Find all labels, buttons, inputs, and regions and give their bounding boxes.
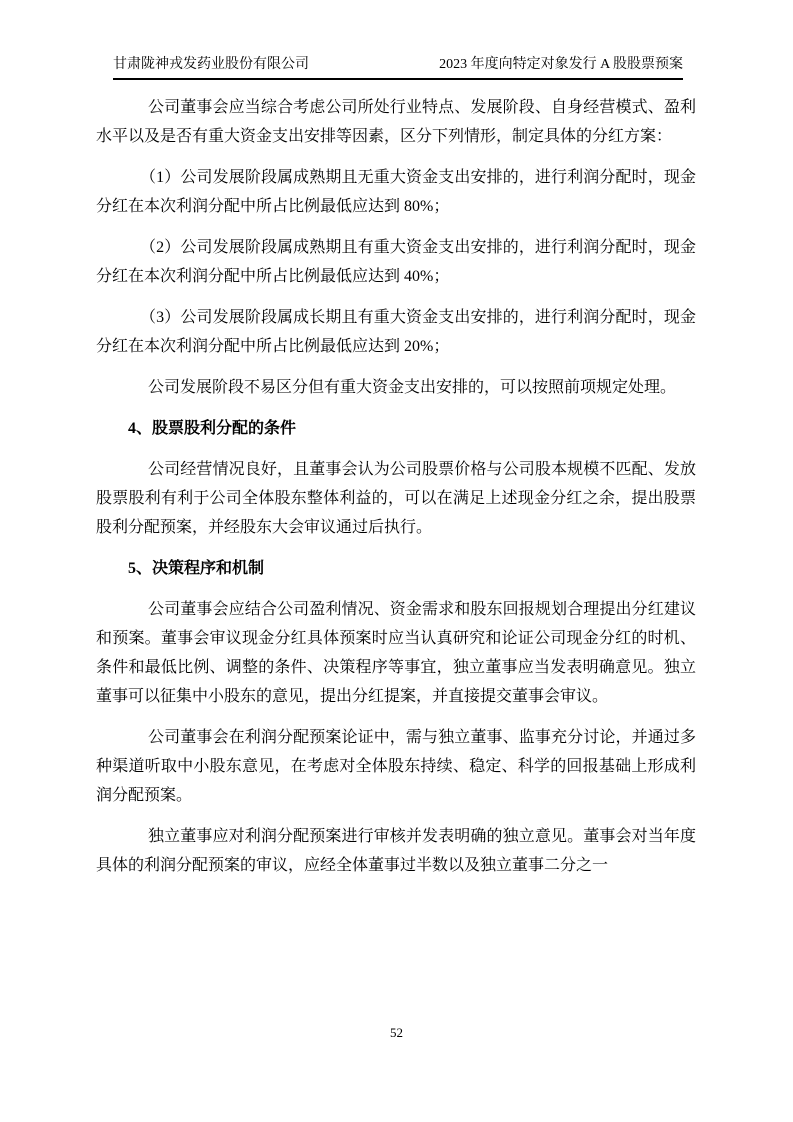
paragraph: （1）公司发展阶段属成熟期且无重大资金支出安排的，进行利润分配时，现金分红在本次利润分配中所占比例最低应达到 80%；	[96, 169, 696, 215]
paragraph: 独立董事应对利润分配预案进行审核并发表明确的独立意见。董事会对当年度具体的利润分配预案的审议，应经全体董事过半数以及独立董事二分之一	[96, 828, 696, 874]
paragraph: （3）公司发展阶段属成长期且有重大资金支出安排的，进行利润分配时，现金分红在本次利润分配中所占比例最低应达到 20%；	[96, 309, 696, 355]
page-header	[113, 57, 683, 80]
paragraph: 公司董事会应结合公司盈利情况、资金需求和股东回报规划合理提出分红建议和预案。董事会审议现金分红具体预案时应当认真研究和论证公司现金分红的时机、条件和最低比例、调整的条件、决策程序等事宜，独立董事应当发表明确意见。独立董事可以征集中小股东的意见，提出分红提案，并直接提交董事会审议。	[96, 601, 696, 705]
paragraph: （2）公司发展阶段属成熟期且有重大资金支出安排的，进行利润分配时，现金分红在本次利润分配中所占比例最低应达到 40%；	[96, 239, 696, 285]
section-heading: 4、股票股利分配的条件	[128, 420, 297, 437]
header-company-name: 甘肃陇神戎发药业股份有限公司	[113, 57, 309, 72]
paragraph: 公司董事会在利润分配预案论证中，需与独立董事、监事充分讨论，并通过多种渠道听取中小股东意见，在考虑对全体股东持续、稳定、科学的回报基础上形成利润分配预案。	[96, 729, 696, 804]
section-heading: 5、决策程序和机制	[128, 560, 265, 577]
paragraph: 公司董事会应当综合考虑公司所处行业特点、发展阶段、自身经营模式、盈利水平以及是否有重大资金支出安排等因素，区分下列情形，制定具体的分红方案：	[96, 99, 696, 145]
header-document-title: 2023 年度向特定对象发行 A 股股票预案	[439, 57, 683, 72]
paragraph: 公司发展阶段不易区分但有重大资金支出安排的，可以按照前项规定处理。	[148, 379, 677, 396]
paragraph: 公司经营情况良好，且董事会认为公司股票价格与公司股本规模不匹配、发放股票股利有利于公司全体股东整体利益的，可以在满足上述现金分红之余，提出股票股利分配预案，并经股东大会审议通过后执行。	[96, 461, 696, 536]
document-body	[96, 93, 696, 892]
page-number: 52	[390, 1025, 403, 1040]
